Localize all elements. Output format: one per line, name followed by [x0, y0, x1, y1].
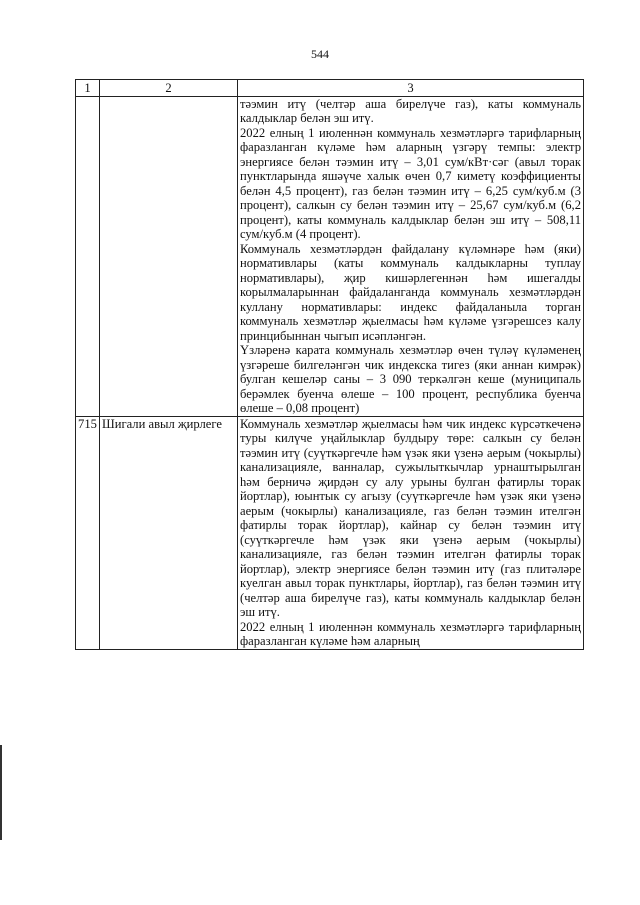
row-description	[238, 416, 584, 649]
paragraph: Коммуналь хезмәтләр җыелмасы һәм чик индекс күрсәткеченә туры килүче уңайлыклар булдыру төре: салкын су белән тәэмин итү (суүткәргечле һәм үзәк яки үзенә аерым (чокырлы) канализацияле, ванналар, сужылыткычлар урнаштырылган һәм берничә җирдән су алу урыны булган фатирлы торак йортлар), юынтык су агызу (суүткәргечле һәм үзәк яки үзенә аерым (чокырлы) канализацияле, газ белән тәэмин ителгән фатирлы торак йортлар), кайнар су белән тәэмин итү (суүткәргечле һәм үзәк яки үзенә аерым (чокырлы) канализацияле, газ белән тәэмин ителгән фатирлы торак йортлар), электр энергиясе белән тәэмин итү (газ плитәләре куелган авыл торак пунктлары, йортлар), газ белән тәэмин итү (челтәр аша бирелүче газ), каты коммуналь калдыклар белән эш итү.	[240, 416, 581, 619]
header-col-3: 3	[238, 80, 584, 97]
scan-edge-mark	[0, 745, 2, 840]
row-settlement-name	[100, 96, 238, 416]
row-settlement-name: Шигали авыл җирлеге	[100, 416, 238, 649]
paragraph: 2022 елның 1 июленнән коммуналь хезмәтләргә тарифларның фаразланган күләме һәм аларның	[240, 619, 581, 648]
document-table	[75, 79, 584, 650]
table-row	[76, 416, 584, 649]
paragraph: тәэмин итү (челтәр аша бирелүче газ), каты коммуналь калдыклар белән эш итү.	[240, 96, 581, 125]
page-number: 544	[311, 47, 329, 61]
paragraph: Коммуналь хезмәтләрдән файдалану күләмнәре һәм (яки) нормативлары (каты коммуналь калдыкларны туплау нормативлары), җир кишәрлегеннән һәм ишегалды корылмаларыннан файдаланганда коммуналь хезмәтләрдән куллану нормативлары: индекс файдаланыла торган коммуналь хезмәтләр җыелмасы һәм күләме үзгәрешсез калу принцибыннан чыгып исәпләнгән.	[240, 241, 581, 343]
table-row	[76, 96, 584, 416]
paragraph: Үзләренә карата коммуналь хезмәтләр өчен түләү күләменең үзгәреше билгеләнгән чик индекска тигез (яки аннан кимрәк) булган кешеләр саны – 3 090 теркәлгән кеше (муниципаль берәмлек буенча өлеше – 100 процент, республика буенча өлеше – 0,08 процент)	[240, 343, 581, 415]
header-col-1: 1	[76, 80, 100, 97]
row-description	[238, 96, 584, 416]
row-number	[76, 96, 100, 416]
header-col-2: 2	[100, 80, 238, 97]
row-number: 715	[76, 416, 100, 649]
paragraph: 2022 елның 1 июленнән коммуналь хезмәтләргә тарифларның фаразланган күләме һәм аларның үзгәрү темпы: электр энергиясе белән тәэмин итү – 3,01 сум/кВт·сәг (авыл торак пунктларында яшәүче халык өчен 0,7 киметү коэффициенты белән 4,5 процент), газ белән тәэмин итү – 6,25 сум/куб.м (3 процент), салкын су белән тәэмин итү – 25,67 сум/куб.м (6,2 процент), каты коммуналь калдыклар белән эш итү – 508,11 сум/куб.м (4 процент).	[240, 125, 581, 241]
table-header-row	[76, 80, 584, 97]
